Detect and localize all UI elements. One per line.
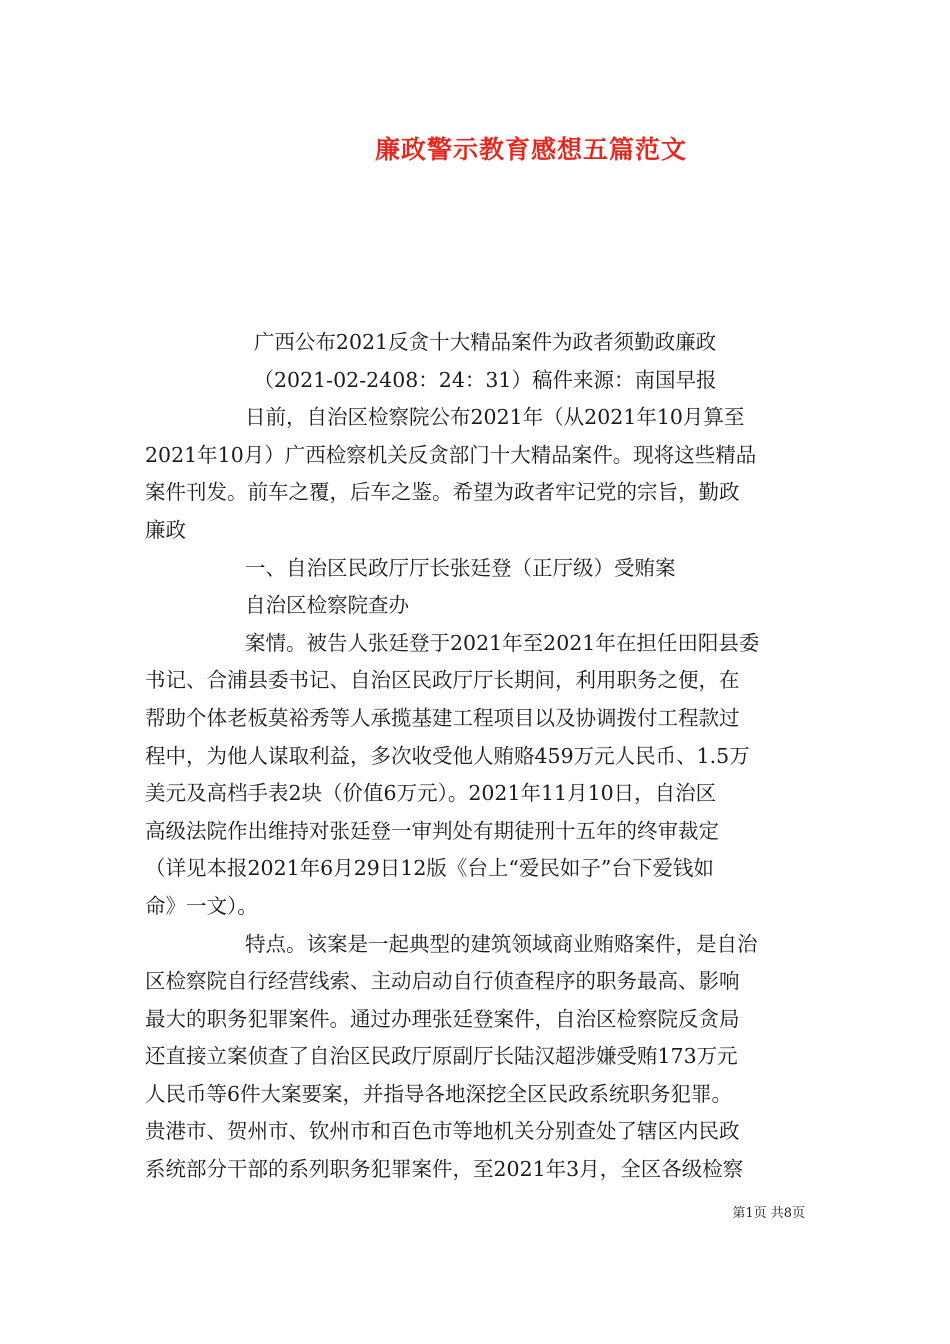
document-title: 廉政警示教育感想五篇范文: [374, 135, 687, 164]
paragraph-line: 廉政: [145, 517, 186, 542]
article-headline: 广西公布2021反贪十大精品案件为政者须勤政廉政: [253, 330, 717, 354]
article-dateline: （2021-02-2408：24：31）稿件来源：南国早报: [253, 367, 717, 392]
paragraph-line: 书记、合浦县委书记、自治区民政厅厅长期间，利用职务之便，在: [145, 668, 740, 693]
paragraph-line: 程中，为他人谋取利益，多次收受他人贿赂459万元人民币、1.5万: [145, 743, 750, 768]
paragraph-line: 高级法院作出维持对张廷登一审判处有期徒刑十五年的终审裁定: [145, 818, 719, 843]
paragraph-line: 还直接立案侦查了自治区民政厅原副厅长陆汉超涉嫌受贿173万元: [145, 1044, 738, 1069]
paragraph-line: 区检察院自行经营线索、主动启动自行侦查程序的职务最高、影响: [145, 969, 740, 994]
paragraph-line: 贵港市、贺州市、钦州市和百色市等地机关分别查处了辖区内民政: [145, 1119, 740, 1144]
paragraph-line: 人民币等6件大案要案，并指导各地深挖全区民政系统职务犯罪。: [145, 1081, 733, 1106]
section-subheading: 自治区检察院查办: [245, 593, 409, 618]
paragraph-line: 最大的职务犯罪案件。通过办理张廷登案件，自治区检察院反贪局: [145, 1006, 740, 1031]
paragraph-line: 帮助个体老板莫裕秀等人承揽基建工程项目以及协调拨付工程款过: [145, 705, 740, 730]
paragraph-line: 日前，自治区检察院公布2021年（从2021年10月算至: [245, 405, 745, 430]
paragraph-line: 案情。被告人张廷登于2021年至2021年在担任田阳县委: [245, 630, 760, 655]
paragraph-line: 特点。该案是一起典型的建筑领域商业贿赂案件，是自治: [245, 931, 758, 956]
page-number: 第1页 共8页: [732, 1206, 805, 1221]
paragraph-line: 系统部分干部的系列职务犯罪案件，至2021年3月，全区各级检察: [145, 1157, 744, 1182]
paragraph-line: 2021年10月）广西检察机关反贪部门十大精品案件。现将这些精品: [145, 442, 757, 467]
paragraph-line: 命》一文）。: [145, 893, 258, 918]
paragraph-line: 美元及高档手表2块（价值6万元）。2021年11月10日，自治区: [145, 781, 717, 806]
paragraph-line: 案件刊发。前车之覆，后车之鉴。希望为政者牢记党的宗旨，勤政: [145, 480, 740, 505]
section-heading: 一、自治区民政厅厅长张廷登（正厅级）受贿案: [245, 555, 676, 580]
paragraph-line: （详见本报2021年6月29日12版《台上“爱民如子”台下爱钱如: [145, 856, 714, 881]
article-body: [145, 324, 805, 1189]
